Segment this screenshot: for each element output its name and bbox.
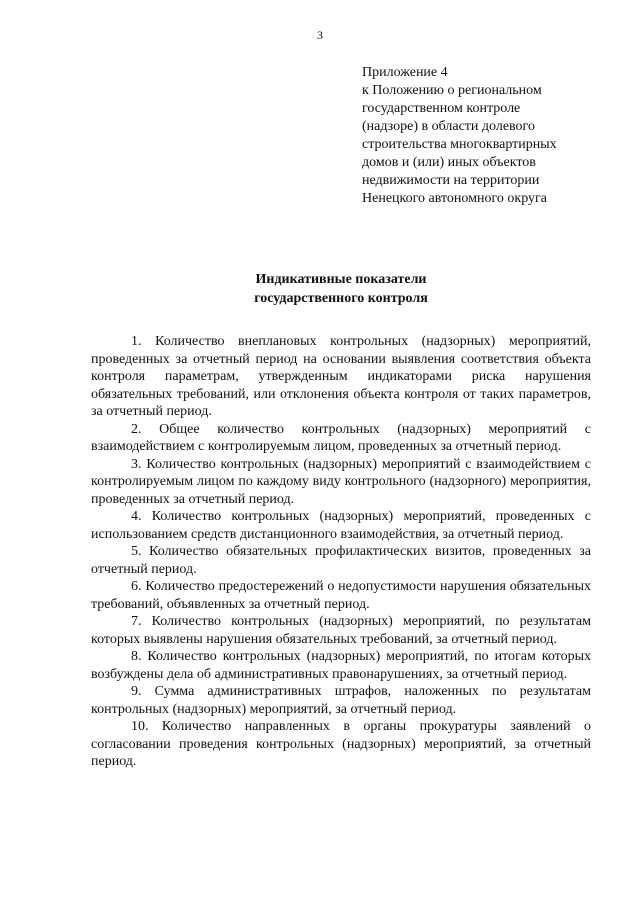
appendix-line: недвижимости на территории <box>362 173 540 188</box>
document-title <box>0 271 640 308</box>
title-line: Индикативные показатели <box>255 272 427 287</box>
appendix-line: Ненецкого автономного округа <box>362 191 547 206</box>
indicator-item: 6. Количество предостережений о недопустимости нарушения обязательных требований, объявленных за отчетный период. <box>91 579 591 612</box>
page-number: 3 <box>317 28 323 42</box>
indicator-item: 8. Количество контрольных (надзорных) мероприятий, по итогам которых возбуждены дела об административных правонарушениях, за отчетный период. <box>91 649 591 682</box>
appendix-line: к Положению о региональном <box>362 83 542 98</box>
appendix-line: Приложение 4 <box>362 65 448 80</box>
appendix-line: строительства многоквартирных <box>362 137 557 152</box>
indicator-list <box>91 333 591 771</box>
title-line: государственного контроля <box>254 290 428 306</box>
indicator-item: 2. Общее количество контрольных (надзорных) мероприятий с взаимодействием с контролируемым лицом, проведенных за отчетный период. <box>91 421 591 454</box>
appendix-block <box>362 64 622 208</box>
appendix-line: (надзоре) в области долевого <box>362 119 535 134</box>
appendix-line: домов и (или) иных объектов <box>362 155 536 170</box>
indicator-item: 10. Количество направленных в органы прокуратуры заявлений о согласовании проведения контрольных (надзорных) мероприятий, за отчетный период. <box>91 719 591 769</box>
indicator-item: 5. Количество обязательных профилактических визитов, проведенных за отчетный период. <box>91 544 591 577</box>
indicator-item: 7. Количество контрольных (надзорных) мероприятий, по результатам которых выявлены нарушения обязательных требований, за отчетный период. <box>91 614 591 647</box>
indicator-item: 1. Количество внеплановых контрольных (надзорных) мероприятий, проведенных за отчетный период на основании выявления соответствия объекта контроля параметрам, утвержденным индикаторами риска нарушения обязательных требований, или отклонения объекта контроля от таких параметров, за отчетный период. <box>91 334 591 419</box>
indicator-item: 3. Количество контрольных (надзорных) мероприятий с взаимодействием с контролируемым лицом по каждому виду контрольного (надзорного) мероприятия, проведенных за отчетный период. <box>91 456 591 507</box>
appendix-line: государственном контроле <box>362 101 521 116</box>
indicator-item: 4. Количество контрольных (надзорных) мероприятий, проведенных с использованием средств дистанционного взаимодействия, за отчетный период. <box>91 509 591 542</box>
indicator-item: 9. Сумма административных штрафов, наложенных по результатам контрольных (надзорных) мероприятий, за отчетный период. <box>91 684 591 717</box>
